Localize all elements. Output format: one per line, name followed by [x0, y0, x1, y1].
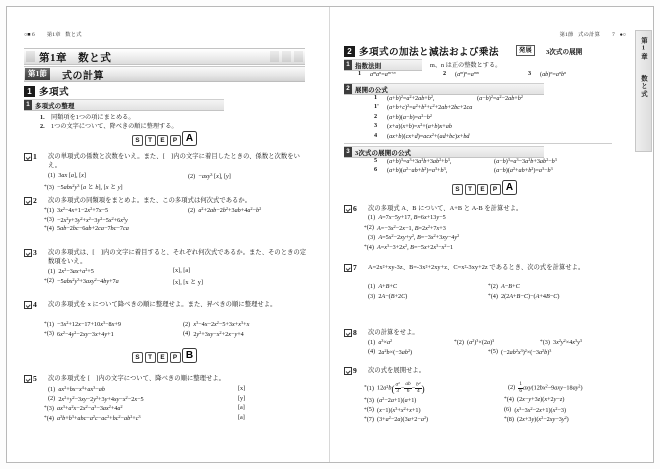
step-letter-t: T [465, 184, 476, 195]
item-label: (1) [46, 320, 54, 328]
problem-4-items [44, 320, 314, 339]
section-tag: 第1節 [25, 68, 50, 80]
side-tab-title: 数と式 [640, 75, 647, 98]
step-letter-a: A [182, 131, 197, 146]
problem-1-stem: 次の単項式の係数と次数をいえ。また、[ ]内の文字に着目したときの、係数と次数をいえ。 [48, 153, 300, 170]
item-label: (7) [366, 416, 374, 424]
formula-number: 3 [374, 122, 378, 130]
step-letter-p: P [170, 352, 181, 363]
item-label: (3) [366, 396, 374, 404]
subsection-bar-2 [344, 83, 544, 95]
item-label: (3) [46, 330, 54, 338]
item-label: (3) [368, 292, 376, 300]
running-head-title: 式の計算 [578, 32, 601, 38]
problem-8-number: 8 [353, 327, 357, 337]
step-letter-b: B [182, 348, 197, 363]
problem-8-checkbox[interactable] [344, 329, 352, 337]
subsection-number: 1 [24, 100, 32, 110]
chapter-title-bar [24, 48, 305, 65]
item-label: (4) [368, 348, 376, 356]
problem-2-stem: 次の多項式の同類項をまとめよ。また、この多項式は何次式であるか。 [48, 197, 252, 204]
chapter-bar-square-1 [270, 51, 279, 62]
star-marker: * [44, 183, 47, 190]
list-item: (3) $A=5x^2-2xy+y^2$, $B=-3x^2+3xy-4y^2$ [368, 233, 460, 242]
step-letter-t: T [145, 135, 156, 146]
list-item: (4) $2a^2b\times(-3ab^2)$ *(5) $(-2ab^2x^3)^2\times(-3a^2b)^3$ [368, 347, 552, 356]
topic-title: 多項式 [39, 87, 69, 98]
problem-1-number: 1 [33, 151, 37, 161]
item-label: (2) [48, 395, 56, 403]
running-head-page-number: 6 [31, 32, 35, 38]
side-tab-chapter: 第1章 [640, 37, 647, 61]
list-item: *(1) $12a^2b$( $\frac{a^2}{3}$ − $\frac{ab}{6}$ − $\frac{b^2}{4}$ ) (2) $\frac{1}{6}$ $axy(12bx^2-9axy-18ay^2)$ [364, 381, 583, 395]
item-label: (1) [368, 214, 376, 221]
item-brackets: [y] [238, 394, 246, 402]
topic-heading [24, 84, 69, 98]
item-label: (1) [46, 206, 54, 214]
item-label: (4) [366, 243, 374, 251]
step-letter-p: P [490, 184, 501, 195]
rule-number-2: 2. [40, 123, 45, 130]
list-item: (1) A=7x−5y+17, B=6x+13y−5 [368, 214, 446, 221]
step-a-badge-right [452, 180, 517, 195]
list-item: (1) $a^3\times a^2$ *(2) $(a^2)^3\times(2a)^3$ *(3) $3x^2y^2\times 4x^3y^3$ [368, 338, 582, 346]
problem-4-checkbox[interactable] [24, 301, 32, 309]
subsection-number: 3 [344, 147, 352, 157]
formula-number: 1 [374, 94, 378, 101]
rule-text-1: 同類項を1つの項にまとめる。 [51, 114, 135, 121]
list-item: $*(3) -5abx^2y^3$ [a と b], [x と y] [44, 182, 123, 191]
item-label: (1) [48, 385, 56, 393]
subsection-title: 多項式の整理 [35, 102, 75, 110]
subsection-title: 3次式の展開の公式 [355, 149, 412, 157]
item-label: (1) [48, 172, 56, 179]
problem-7-items [368, 283, 618, 302]
list-item: *(2) $A=-3x^2-2x-1$, $B=2x^2+7x+3$ [364, 223, 446, 232]
formula-number: 6 [374, 166, 378, 174]
subsection-bar [24, 99, 224, 111]
problem-4-number: 4 [33, 299, 37, 309]
chapter-bar-swatch [26, 51, 35, 62]
problem-5-stem: 次の多項式を [ ]内の文字について、降べきの順に整理せよ。 [48, 375, 226, 382]
development-title: 3次式の展開 [546, 48, 583, 56]
formula-number: 2 [443, 70, 447, 77]
running-head-section: 第1節 [559, 32, 574, 38]
problem-7-checkbox[interactable] [344, 264, 352, 272]
item-label: (2) [188, 206, 196, 214]
step-letter-t: T [145, 352, 156, 363]
problem-9-checkbox[interactable] [344, 367, 352, 375]
problem-3-number: 3 [33, 247, 37, 257]
item-label: (6) [504, 406, 512, 414]
formula-number: 1 [358, 70, 362, 77]
right-page: 第1節 式の計算 7 ●○ 第1章 数と式 2 多項式の加法と減法および乗法 発展 3次式の展開 1 指数法則 m、n は正の整数とする。 1 $a^ma^n=a^{m+n}$ 2 $(a^m)^n=a^{mn}$ 3 $(ab)^n=a^nb^n$ 2 展開の公式 1 $(a+b)^2=a^2+2ab+b^2$, $(a-b)^2=a^2-2ab+b^2$ 1' $(a+b+c)^2=a^2+b^2+c^2+2ab+2bc+2ca$ 2 $(a+b)(a-b)=a^2-b^2$ 3 $(x+a)(x+b)=x^2+(a+b)x+ab$ 4 (ax+b)(cx+d)=acx$^2$+(ad+bc)x+bd 3 3次式の展開の公式 5 $(a+b)^3=a^3+3a^2b+3ab^2+b^3$, $(a-b)^3=a^3-3a^2b+3ab^2-b^3$ 6 $(a+b)(a^2-ab+b^2)=a^3+b^3$, $(a-b)(a^2+ab+b^2)=a^3-b^3$ S T E P A 6 次の多項式 A、B について、A+B と A-B を計算せよ。 (1) A=7x−5y+17, B=6x+13y−5 *(2) $A=-3x^2-2x-1$, $B=2x^2+7x+3$ (3) $A=5x^2-2xy+y^2$, $B=-3x^2+3xy-4y^2$ *(4) $A=x^3-3+2x^2$, $B=-5x+2x^3-x^2-1$ 7 A=2x²+xy-3z、B=-3x²+2xy+z、C=x²-3xy+2z であるとき、次の式を計算せよ。 (1) A+B+C *(2) A−B+C (3) 2A−(B+2C) *(4) 2(2A+B−C)−(A+4B−C) 8 次の計算をせよ。 (1) $a^3\times a^2$ *(2) $(a^2)^3\times(2a)^3$ *(3) $3x^2y^2\times 4x^3y^3$ (4) $2a^2b\times(-3ab^2)$ *(5) $(-2ab^2x^3)^2\times(-3a^2b)^3$ 9 次の式を展開せよ。 *(1) $12a^2b$( $\frac{a^2}{3}$ − $\frac{ab}{6}$ − $\frac{b^2}{4}$ ) (2) $\frac{1}{6}$ $axy(12bx^2-9axy-18ay^2)$ *(3) $(a^2-2a+1)(a+1)$ *(4) (2x−y+3z)(x+2y−z) *(5) $(x-1)(x^3+x^2+x+1)$ (6) $(x^3-3x^2-2x+1)(x^2-3)$ *(7) $(3+a^2-2a)(3a+2-a^2)$ *(8) $(2x+3y)(x^2-2xy-3y^2)$ [330, 0, 660, 469]
running-head-chapter: 第1章 [46, 32, 61, 38]
item-brackets: [x] [238, 385, 246, 392]
step-letter-e: E [477, 184, 488, 195]
formula-number: 5 [374, 157, 378, 164]
problem-6-stem: 次の多項式 A、B について、A+B と A-B を計算せよ。 [368, 205, 523, 212]
problem-5-checkbox[interactable] [24, 375, 32, 383]
item-label: (1) [48, 267, 56, 275]
problem-9-number: 9 [353, 365, 357, 375]
list-item: *(3) $(a^2-2a+1)(a+1)$ *(4) (2x−y+3z)(x+2y−z) [364, 396, 565, 404]
problem-3-stem: 次の多項式は、[ ]内の文字に着目すると、それぞれ何次式であるか。また、そのときの定数項をいえ。 [48, 249, 307, 266]
item-label: (3) [368, 234, 376, 242]
step-letter-p: P [170, 135, 181, 146]
item-label: (4) [490, 292, 498, 300]
section-title: 式の計算 [62, 71, 104, 82]
running-head-right [560, 30, 626, 38]
problem-9-items [364, 378, 618, 425]
list-item: *(1) $3x^2-4x+1-2x^2+7x-5$ (2) $a^2+2ab-2b^2+3ab+4a^2-b^2$ [44, 206, 262, 214]
problem-6-checkbox[interactable] [344, 205, 352, 213]
list-item: *(3) $ax^3+a^2x-2x^2-a^3-3ax^2+4a^2$ [a] [44, 404, 245, 413]
step-letter-s: S [452, 184, 463, 195]
list-item: (1) 3ax [a], [x] (2) −axy$^3$ [x], [y] [48, 172, 231, 180]
item-label: (2) [508, 384, 516, 392]
item-label: (1) [368, 283, 376, 290]
step-letter-s: S [132, 135, 143, 146]
step-b-badge [132, 348, 197, 363]
chapter-bar-square-2 [282, 51, 291, 62]
item-label: (4) [46, 414, 54, 422]
rule-number-1: 1. [40, 114, 45, 121]
step-a-badge-left [132, 131, 197, 146]
item-brackets: [a] [238, 413, 245, 421]
topic-heading-right [344, 44, 499, 58]
problem-5-items [44, 385, 314, 423]
item-label: (8) [506, 416, 514, 424]
problem-3-items [44, 267, 314, 286]
subsection-number: 2 [344, 84, 352, 94]
section-title-bar [24, 66, 305, 82]
item-label: (3) [46, 216, 54, 224]
running-head-mark: ○■ [24, 32, 31, 38]
subsection-bar-1 [344, 59, 422, 71]
running-head-mark: ●○ [619, 32, 626, 38]
problem-1-checkbox[interactable] [24, 153, 32, 161]
problem-2-checkbox[interactable] [24, 197, 32, 205]
list-item: (1) $ax^2+bx-x^4+ax^3-ab$ [x] [48, 385, 246, 393]
item-brackets: [x], [a] [173, 267, 191, 274]
item-label: (2) [456, 338, 464, 346]
step-letter-s: S [132, 352, 143, 363]
item-brackets: [x], [x と y] [173, 278, 203, 286]
formula-divider [344, 143, 612, 144]
step-letter-a: A [502, 180, 517, 195]
problem-1-items [44, 172, 314, 191]
development-tag: 発展 [516, 45, 535, 56]
running-head-page-number: 7 [612, 32, 615, 38]
problem-6-number: 6 [353, 203, 357, 213]
list-item: *(4) $a^2b+b^3+abc-a^2c-ac^2+bc^2-ab^2+c^3$ [a] [44, 413, 245, 422]
item-label: (1) [368, 338, 376, 346]
list-item: *(3) $6x^2-4y^2-2xy-3x+4y+1$ (4) $2y^2+3xy-x^2+2x-y+4$ [44, 329, 244, 338]
topic-number: 2 [344, 46, 355, 57]
item-label: (3) [46, 405, 54, 413]
list-item: *(5) $(x-1)(x^3+x^2+x+1)$ (6) $(x^3-3x^2-2x+1)(x^2-3)$ [364, 405, 567, 414]
problem-2-items [44, 206, 314, 235]
rule-item-1 [40, 112, 135, 121]
list-item: (3) 2A−(B+2C) *(4) 2(2A+B−C)−(A+4B−C) [368, 292, 560, 300]
list-item: *(4) 5ab−2bc−6ab+2ca−7bc−7ca [44, 225, 129, 233]
formula-number: 1' [374, 103, 379, 111]
item-label: (4) [46, 225, 54, 233]
formula-number: 3 [528, 70, 532, 77]
item-label: (2) [183, 320, 191, 328]
list-item: (2) $2x^2+y^2-3xy-2y^2+3y+4xy-x^2-2x-5$ [y] [48, 394, 246, 403]
problem-4-stem: 次の多項式を x について降べきの順に整理せよ。また、昇べきの順に整理せよ。 [48, 301, 277, 308]
topic-number: 1 [24, 86, 35, 97]
item-label: (4) [183, 330, 191, 338]
item-label: (2) [366, 224, 374, 232]
running-head-left [24, 30, 82, 38]
step-letter-e: E [157, 352, 168, 363]
chapter-title: 第1章 数と式 [39, 53, 112, 64]
list-item: (1) $2x^2-3ax+a^2+5$ [x], [a] [48, 267, 191, 275]
rule-text-2: 1つの文字について、降べきの順に整理する。 [51, 123, 178, 130]
item-label: (4) [506, 396, 514, 403]
topic-title: 多項式の加法と減法および乗法 [359, 47, 499, 58]
item-label: (3) [46, 183, 54, 191]
list-item: $*(2) -5abx^2y^3+3axy^2-4by+7a$ [x], [x と y] [44, 276, 203, 286]
item-label: (1) [366, 384, 374, 392]
subsection-title: 指数法則 [355, 62, 382, 70]
problem-5-number: 5 [33, 373, 37, 383]
list-item: *(4) $A=x^3-3+2x^2$, $B=-5x+2x^3-x^2-1$ [364, 242, 454, 251]
item-label: (5) [490, 348, 498, 356]
problem-9-stem: 次の式を展開せよ。 [368, 367, 426, 374]
list-item: *(7) $(3+a^2-2a)(3a+2-a^2)$ *(8) $(2x+3y)(x^2-2xy-3y^2)$ [364, 415, 569, 424]
chapter-side-tab [635, 30, 652, 152]
list-item: $*(1) -3x^2+12x-17+10x^3-8x+9$ (2) $x^3-4x-2x^2-5+3x+x^3+x$ [44, 320, 250, 328]
rule-item-2 [40, 121, 178, 130]
problem-7-stem: A=2x²+xy-3z、B=-3x²+2xy+z、C=x²-3xy+2z であるとき、次の式を計算せよ。 [368, 264, 585, 271]
subsection-title: 展開の公式 [355, 86, 388, 94]
subsection-1-note: m、n は正の整数とする。 [430, 61, 502, 69]
problem-2-number: 2 [33, 195, 37, 205]
problem-3-checkbox[interactable] [24, 249, 32, 257]
subsection-number: 1 [344, 60, 352, 70]
item-label: (2) [490, 283, 498, 290]
step-letter-e: E [157, 135, 168, 146]
item-label: (2) [188, 172, 196, 180]
list-item: $*(3) -2x^2y+3y^2+x^2-3y^2-5x^2+6x^2y$ [44, 215, 128, 224]
running-head-title: 数と式 [65, 32, 82, 38]
problem-8-stem: 次の計算をせよ。 [368, 329, 419, 336]
item-label: (2) [46, 277, 54, 285]
subsection-bar-3 [344, 146, 544, 158]
list-item: (1) A+B+C *(2) A−B+C [368, 283, 520, 290]
chapter-bar-square-3 [294, 51, 303, 62]
problem-8-items [368, 338, 618, 357]
formula-number: 4 [374, 131, 378, 139]
problem-6-items [364, 214, 618, 252]
item-label: (3) [542, 338, 550, 346]
problem-7-number: 7 [353, 262, 357, 272]
item-brackets: [a] [238, 404, 245, 412]
formula-number: 2 [374, 112, 378, 120]
item-label: (5) [366, 406, 374, 414]
